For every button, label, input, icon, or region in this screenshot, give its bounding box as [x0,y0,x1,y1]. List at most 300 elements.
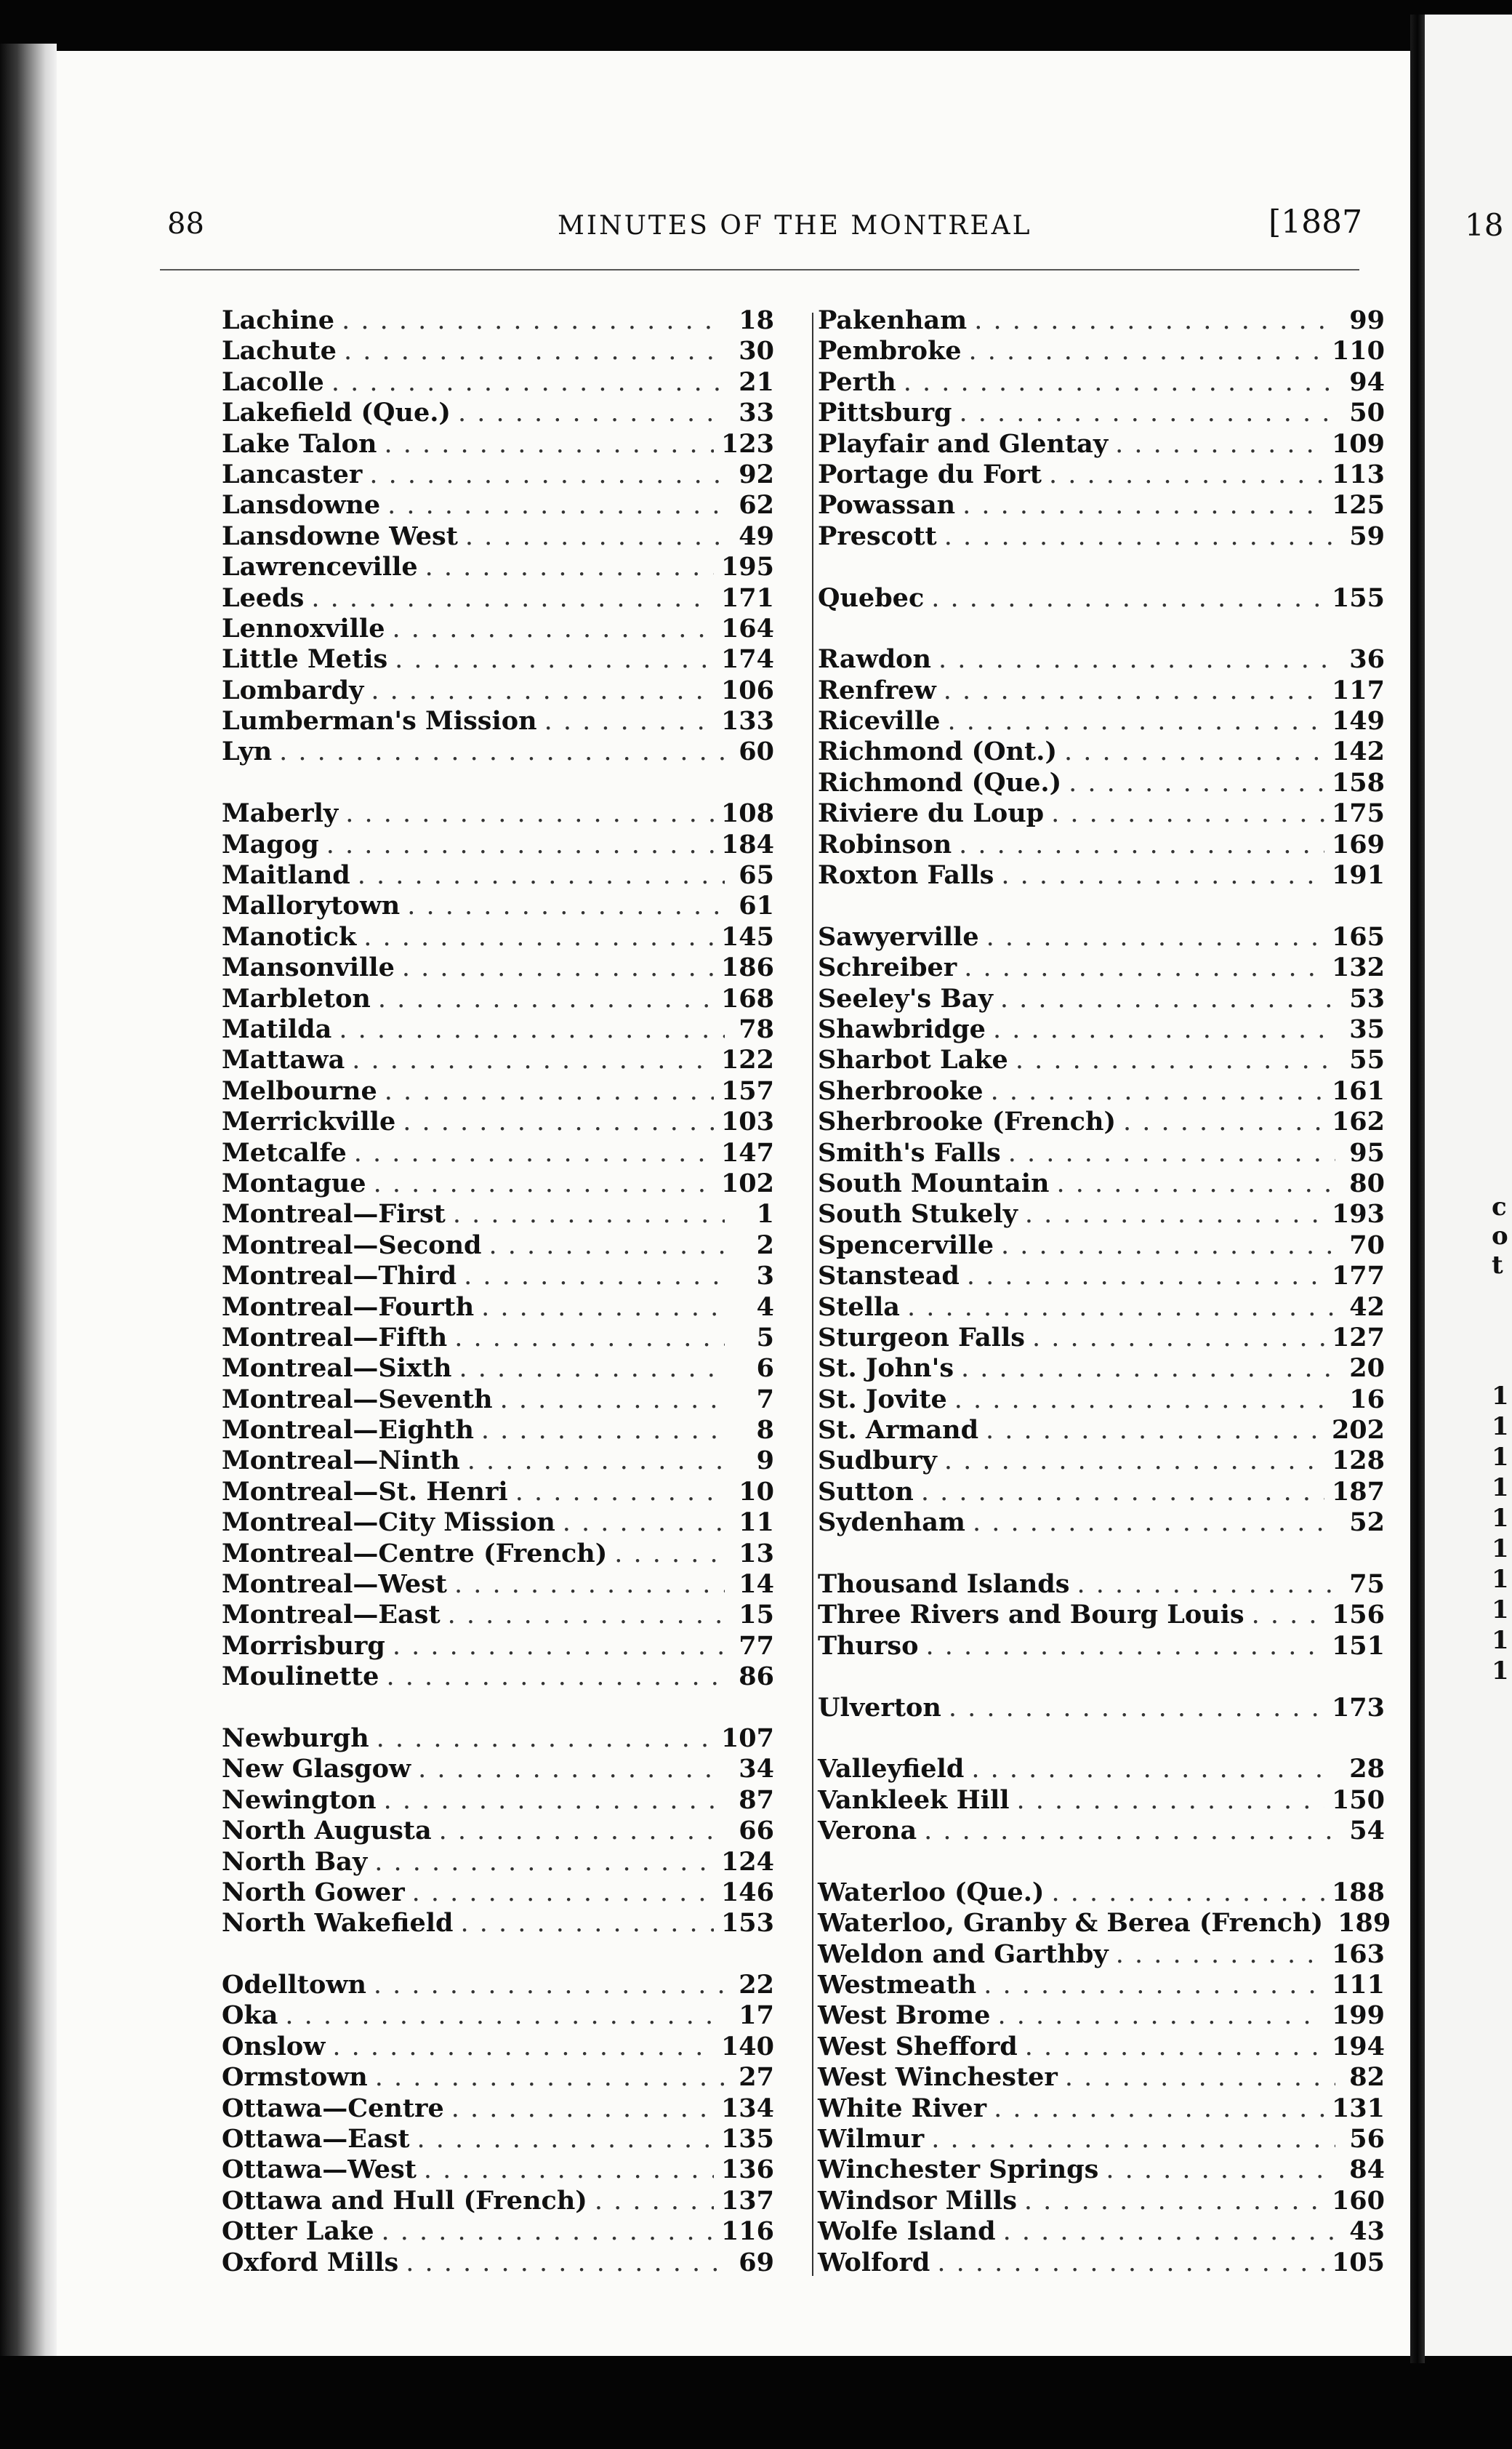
facing-page-fragment: 1 [1492,1382,1509,1411]
entry-name: Montreal—Third [222,1261,457,1291]
entry-page-number: 161 [1331,1075,1385,1106]
dot-leader [973,1507,1335,1538]
entry-name: Merrickville [222,1107,396,1137]
entry-name: Sudbury [818,1446,937,1476]
entry-page-number: 43 [1349,2216,1385,2247]
index-entry [222,860,774,891]
index-entry [222,1292,774,1323]
entry-name: Moulinette [222,1662,379,1692]
page-number: 88 [167,207,204,241]
index-entry [222,1908,774,1939]
dot-leader [544,706,714,737]
entry-page-number: 117 [1331,675,1385,705]
index-entry [818,1754,1385,1784]
dot-leader [986,1415,1324,1446]
entry-name: North Bay [222,1846,368,1877]
index-entry [818,1107,1385,1137]
dot-leader [500,1384,725,1415]
entry-page-number: 195 [720,552,774,582]
index-entry [222,2186,774,2216]
entry-page-number: 61 [739,891,774,921]
book-gutter [1410,15,1425,2363]
facing-page-fragment: 1 [1492,1626,1509,1655]
section-gap [222,1693,774,1723]
entry-name: Pembroke [818,336,962,366]
entry-page-number: 8 [756,1415,774,1446]
entry-page-number: 9 [756,1446,774,1476]
entry-page-number: 3 [756,1261,774,1291]
entry-page-number: 7 [756,1384,774,1414]
entry-name: Oka [222,2000,278,2031]
entry-name: Renfrew [818,675,936,705]
index-entry [818,1970,1385,2000]
entry-name: Lachute [222,336,337,366]
entry-page-number: 146 [720,1877,774,1907]
dot-leader [384,429,713,460]
index-entry [818,1415,1385,1446]
section-gap [818,1723,1385,1754]
index-entry [222,1138,774,1169]
entry-name: Weldon and Garthby [818,1939,1109,1969]
section-gap [818,1662,1385,1692]
dot-leader [453,1199,725,1230]
index-entry [818,676,1385,706]
entry-page-number: 75 [1349,1569,1385,1600]
index-entry [818,706,1385,737]
index-entry [818,429,1385,460]
entry-page-number: 56 [1349,2124,1385,2155]
entry-page-number: 135 [720,2124,774,2155]
entry-name: Smith's Falls [818,1137,1001,1168]
dot-leader [1001,860,1324,891]
dot-leader [1024,2186,1324,2216]
dot-leader [461,1908,714,1939]
facing-page-fragment: 1 [1492,1656,1509,1686]
index-entry [222,1107,774,1137]
entry-name: Valleyfield [818,1754,965,1784]
index-entry [222,367,774,398]
entry-page-number: 169 [1331,829,1385,859]
entry-name: Pakenham [818,305,968,335]
entry-page-number: 153 [720,1908,774,1939]
entry-name: Montreal—City Mission [222,1507,555,1538]
entry-name: Montreal—Second [222,1230,482,1260]
entry-name: Wolford [818,2247,930,2277]
entry-name: Odelltown [222,1970,366,2000]
dot-leader [944,676,1324,706]
dot-leader [406,2248,725,2278]
entry-page-number: 82 [1349,2062,1385,2093]
index-entry [222,1446,774,1476]
entry-page-number: 171 [720,582,774,613]
section-gap [818,552,1385,582]
index-entry [222,398,774,428]
index-entry [222,706,774,737]
index-entry [222,2032,774,2062]
entry-name: Montreal—Fourth [222,1291,475,1322]
index-entry [818,2124,1385,2155]
entry-page-number: 70 [1349,1230,1385,1260]
entry-page-number: 59 [1349,521,1385,551]
dot-leader [1106,2155,1335,2185]
entry-page-number: 107 [720,1723,774,1753]
facing-page-edge [1425,15,1512,2356]
index-entry [818,1045,1385,1075]
index-entry [818,798,1385,829]
entry-name: Windsor Mills [818,2185,1017,2216]
index-entry [222,1199,774,1230]
entry-name: New Glasgow [222,1754,411,1784]
entry-name: Playfair and Glentay [818,428,1109,459]
index-entry [818,1939,1385,1970]
entry-page-number: 162 [1331,1107,1385,1137]
entry-name: Metcalfe [222,1137,347,1168]
entry-name: Robinson [818,829,952,859]
index-entry [222,1785,774,1816]
index-entry [222,2062,774,2093]
entry-page-number: 52 [1349,1507,1385,1538]
index-entry [222,336,774,366]
entry-page-number: 110 [1331,336,1385,366]
entry-name: Shawbridge [818,1014,986,1044]
index-entry [222,1261,774,1291]
entry-page-number: 160 [1331,2185,1385,2216]
entry-page-number: 131 [1331,2093,1385,2123]
index-entry [818,583,1385,614]
dot-leader [386,1662,725,1692]
dot-leader [363,922,714,953]
index-entry [818,644,1385,675]
entry-name: Manotick [222,921,357,952]
entry-name: Maberly [222,798,339,829]
section-gap [818,614,1385,644]
dot-leader [938,644,1335,675]
entry-page-number: 10 [739,1476,774,1507]
entry-page-number: 34 [739,1754,774,1784]
dot-leader [971,1754,1335,1784]
entry-name: Schreiber [818,953,957,983]
entry-page-number: 106 [720,675,774,705]
entry-page-number: 137 [720,2185,774,2216]
entry-name: Morrisburg [222,1630,385,1661]
dot-leader [515,1477,725,1507]
dot-leader [374,1847,714,1877]
dot-leader [387,490,725,521]
entry-page-number: 55 [1349,1045,1385,1075]
dot-leader [489,1230,725,1261]
entry-name: Montreal—First [222,1199,446,1230]
dot-leader [395,644,714,675]
index-entry [222,1539,774,1569]
entry-page-number: 1 [756,1199,774,1230]
entry-name: Marbleton [222,983,371,1014]
entry-page-number: 186 [720,953,774,983]
dot-leader [993,1014,1335,1045]
entry-name: Thousand Islands [818,1569,1070,1600]
dot-leader [925,1631,1324,1662]
index-entry [222,984,774,1014]
entry-name: Little Metis [222,644,388,675]
entry-name: Montreal—East [222,1600,441,1630]
entry-page-number: 108 [720,798,774,829]
entry-name: Ottawa—West [222,2155,417,2185]
entry-page-number: 18 [739,305,774,335]
entry-name: Winchester Springs [818,2155,1099,2185]
index-entry [818,1507,1385,1538]
index-entry [222,614,774,644]
section-gap [818,1847,1385,1877]
dot-leader [944,521,1335,552]
index-entry [222,2248,774,2278]
dot-leader [1123,1107,1324,1137]
entry-page-number: 158 [1331,767,1385,798]
dot-leader [377,1723,714,1754]
dot-leader [464,1261,725,1291]
entry-name: Perth [818,366,896,397]
dot-leader [1032,1323,1324,1353]
dot-leader [961,1353,1335,1384]
entry-name: South Mountain [818,1168,1050,1198]
index-entry [222,583,774,614]
index-entry [222,2000,774,2031]
entry-name: Montreal—Eighth [222,1415,474,1446]
dot-leader [986,922,1324,953]
entry-name: Vankleek Hill [818,1784,1010,1815]
dot-leader [904,367,1335,398]
entry-page-number: 62 [739,490,774,521]
index-entry [222,1816,774,1846]
entry-name: Lakefield (Que.) [222,398,451,428]
entry-page-number: 149 [1331,706,1385,737]
entry-name: Three Rivers and Bourg Louis [818,1600,1244,1630]
entry-page-number: 30 [739,336,774,366]
dot-leader [949,1693,1324,1723]
entry-page-number: 155 [1331,582,1385,613]
entry-name: Pittsburg [818,398,952,428]
entry-page-number: 194 [1331,2031,1385,2061]
dot-leader [402,953,714,983]
index-entry [818,305,1385,336]
dot-leader [1001,1230,1335,1261]
index-entry [222,737,774,767]
index-entry [222,1230,774,1261]
index-entry [818,737,1385,767]
index-entry [222,644,774,675]
entry-name: Lancaster [222,459,363,489]
entry-page-number: 86 [739,1662,774,1692]
entry-name: Lumberman's Mission [222,706,537,737]
facing-page-fragment: 1 [1492,1565,1509,1594]
index-entry [818,460,1385,490]
entry-name: Ulverton [818,1692,941,1723]
entry-page-number: 35 [1349,1014,1385,1044]
index-entry [818,1261,1385,1291]
entry-page-number: 69 [739,2247,774,2277]
index-entry [222,953,774,983]
dot-leader [451,2093,714,2124]
index-entry [818,2032,1385,2062]
entry-page-number: 78 [739,1014,774,1044]
entry-page-number: 165 [1331,921,1385,952]
index-entry [818,2186,1385,2216]
dot-leader [354,1138,714,1169]
entry-page-number: 122 [720,1045,774,1075]
entry-name: Ottawa and Hull (French) [222,2185,587,2216]
entry-name: Waterloo, Granby & Berea (French) [818,1908,1324,1939]
scan-binding-shadow [0,44,57,2356]
dot-leader [1017,1785,1324,1816]
entry-name: St. Armand [818,1415,979,1446]
dot-leader [375,2062,725,2093]
index-entry [818,398,1385,428]
entry-page-number: 105 [1331,2247,1385,2277]
dot-leader [439,1816,725,1846]
dot-leader [454,1323,725,1353]
entry-name: Wilmur [818,2124,925,2155]
dot-leader [407,891,725,921]
entry-name: Seeley's Bay [818,983,993,1014]
entry-name: Lake Talon [222,428,377,459]
entry-name: South Stukely [818,1199,1018,1230]
dot-leader [418,1754,725,1784]
dot-leader [454,1569,725,1600]
entry-name: Lansdowne West [222,521,458,551]
entry-page-number: 175 [1331,798,1385,829]
entry-name: Mansonville [222,953,395,983]
dot-leader [448,1600,725,1630]
dot-leader [392,614,713,644]
entry-page-number: 50 [1349,398,1385,428]
dot-leader [997,2000,1324,2031]
entry-page-number: 123 [720,428,774,459]
dot-leader [339,1014,725,1045]
entry-name: Matilda [222,1014,332,1044]
dot-leader [1252,1600,1324,1630]
running-title: MINUTES OF THE MONTREAL [558,211,1032,241]
entry-page-number: 157 [720,1075,774,1106]
dot-leader [358,860,725,891]
index-entry [818,521,1385,552]
entry-page-number: 163 [1331,1939,1385,1969]
dot-leader [1000,984,1335,1014]
entry-page-number: 14 [739,1569,774,1600]
index-entry [818,1384,1385,1415]
index-entry [818,1076,1385,1107]
index-entry [222,1169,774,1199]
section-gap [818,891,1385,921]
entry-page-number: 140 [720,2031,774,2061]
entry-page-number: 173 [1331,1692,1385,1723]
dot-leader [374,1169,714,1199]
index-entry [222,1970,774,2000]
entry-name: Oxford Mills [222,2247,399,2277]
index-entry [818,1477,1385,1507]
entry-name: Lyn [222,737,273,767]
dot-leader [1056,1169,1335,1199]
entry-page-number: 127 [1331,1322,1385,1352]
index-entry [818,2062,1385,2093]
entry-page-number: 2 [756,1230,774,1260]
dot-leader [1025,2032,1324,2062]
index-entry [818,2000,1385,2031]
entry-name: Mallorytown [222,891,401,921]
dot-leader [1069,768,1324,798]
entry-page-number: 94 [1349,366,1385,397]
entry-name: St. John's [818,1353,954,1384]
dot-leader [378,984,714,1014]
dot-leader [964,953,1324,983]
index-entry [222,1076,774,1107]
dot-leader [1016,1045,1335,1075]
entry-page-number: 188 [1331,1877,1385,1907]
index-entry [818,1292,1385,1323]
entry-page-number: 84 [1349,2155,1385,2185]
dot-leader [954,1384,1335,1415]
entry-name: Richmond (Ont.) [818,737,1058,767]
entry-page-number: 193 [1331,1199,1385,1230]
entry-name: Lawrenceville [222,552,418,582]
index-entry [222,830,774,860]
entry-name: Sherbrooke [818,1075,984,1106]
index-entry [818,1908,1391,1939]
index-entry [222,1014,774,1045]
index-entry [818,1353,1385,1384]
index-entry [222,1631,774,1662]
entry-page-number: 150 [1331,1784,1385,1815]
entry-name: Lennoxville [222,613,385,644]
index-entry [222,2155,774,2185]
entry-name: Powassan [818,490,956,521]
dot-leader [924,1816,1335,1846]
entry-name: Montague [222,1168,366,1198]
index-entry [818,2093,1385,2124]
facing-page-fragment: o [1492,1222,1508,1251]
index-entry [222,1384,774,1415]
dot-leader [285,2000,725,2031]
dot-leader [1025,1199,1324,1230]
index-entry [818,1693,1385,1723]
dot-leader [944,1446,1324,1476]
entry-name: North Gower [222,1877,405,1907]
dot-leader [326,830,714,860]
index-entry [222,460,774,490]
dot-leader [947,706,1324,737]
entry-page-number: 147 [720,1137,774,1168]
index-entry [818,830,1385,860]
entry-page-number: 164 [720,613,774,644]
dot-leader [385,1076,714,1107]
entry-name: West Brome [818,2000,991,2031]
entry-name: Montreal—St. Henri [222,1476,508,1507]
entry-page-number: 27 [739,2062,774,2093]
entry-name: West Shefford [818,2031,1018,2061]
index-column-left [222,305,774,2278]
entry-name: Montreal—Centre (French) [222,1538,608,1568]
entry-name: Westmeath [818,1970,977,2000]
dot-leader [937,2248,1324,2278]
dot-leader [369,460,725,490]
dot-leader [1065,2062,1335,2093]
index-entry [222,1477,774,1507]
entry-name: Verona [818,1816,917,1846]
dot-leader [279,737,725,767]
index-entry [222,1569,774,1600]
entry-page-number: 142 [1331,737,1385,767]
entry-name: Portage du Fort [818,459,1042,489]
entry-page-number: 36 [1349,644,1385,675]
dot-leader [1003,2216,1335,2247]
entry-name: North Wakefield [222,1908,454,1939]
